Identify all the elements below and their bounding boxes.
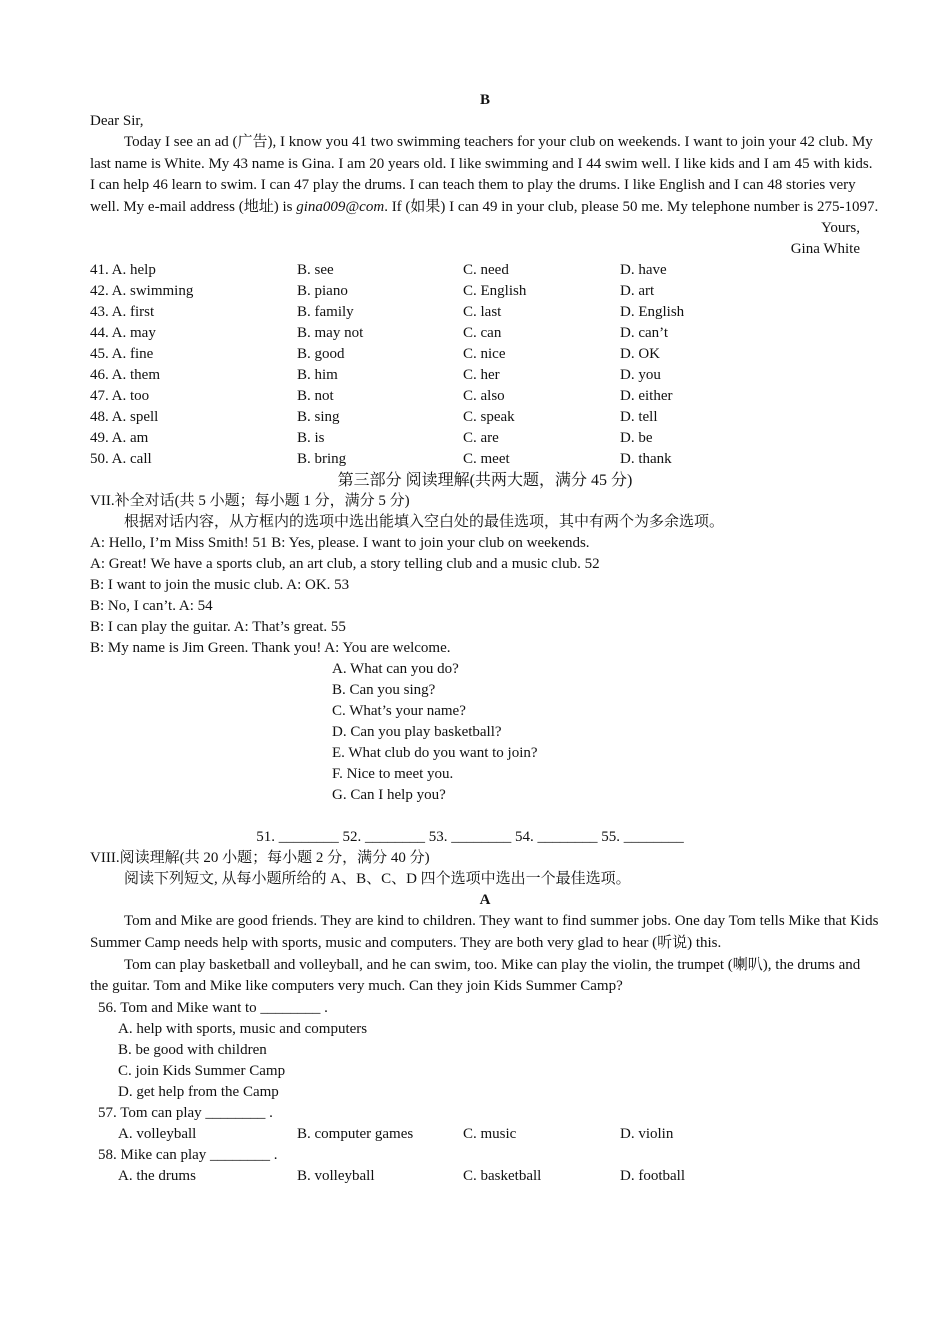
- question-57-stem: 57. Tom can play ________ .: [98, 1104, 273, 1121]
- dialog-line: B: I want to join the music club. A: OK. 53: [90, 577, 350, 594]
- option-b: B. him: [297, 367, 338, 384]
- letter-body-post: . If (如果) I can 49 in your club, please 50 me. My telephone number is 275-1097.: [384, 198, 879, 215]
- option-a: 46. A. them: [90, 367, 160, 384]
- option-d: D. either: [620, 388, 673, 405]
- option-c: C. last: [463, 304, 502, 321]
- cloze-option-row: [90, 365, 880, 386]
- question-56-option: C. join Kids Summer Camp: [118, 1062, 286, 1079]
- option-a: 44. A. may: [90, 325, 156, 342]
- choice-item: C. What’s your name?: [332, 703, 466, 720]
- dialog: [90, 533, 880, 659]
- dialog-line: A: Great! We have a sports club, an art club, a story telling club and a music club. 52: [90, 556, 600, 573]
- cloze-option-row: [90, 260, 880, 281]
- letter-closing: Yours,: [821, 220, 860, 237]
- cloze-option-row: [90, 449, 880, 470]
- option-d: D. tell: [620, 409, 658, 426]
- choice-item: D. Can you play basketball?: [332, 724, 502, 741]
- dialog-line: B: I can play the guitar. A: That’s great. 55: [90, 619, 346, 636]
- dialog-line: A: Hello, I’m Miss Smith! 51 B: Yes, please. I want to join your club on weekends.: [90, 535, 590, 552]
- option-a: 41. A. help: [90, 262, 156, 279]
- section-heading-b: B: [479, 92, 490, 108]
- question-56-option: B. be good with children: [118, 1041, 267, 1058]
- cloze-option-row: [90, 428, 880, 449]
- dialog-line: B: My name is Jim Green. Thank you! A: You are welcome.: [90, 640, 451, 657]
- option-d: D. English: [620, 304, 685, 321]
- email-address: gina009@com: [296, 198, 385, 215]
- option-b: B. computer games: [297, 1125, 414, 1142]
- cloze-option-row: [90, 407, 880, 428]
- section-seven-instruction: 根据对话内容，从方框内的选项中选出能填入空白处的最佳选项，其中有两个为多余选项。: [124, 514, 725, 531]
- passage-paragraph-2: Tom can play basketball and volleyball, and he can swim, too. Mike can play the violin, the trumpet (喇叭), the drums and the guitar. Tom and Mike like computers very much. Can they join Kids Summer Camp?: [90, 956, 861, 995]
- option-d: D. have: [620, 262, 667, 279]
- option-b: B. not: [297, 388, 334, 405]
- choice-item: B. Can you sing?: [332, 682, 436, 699]
- option-b: B. piano: [297, 283, 348, 300]
- option-c: C. English: [463, 283, 527, 300]
- passage-paragraph-1: Tom and Mike are good friends. They are kind to children. They want to find summer jobs. One day Tom tells Mike that Kids Summer Camp needs help with sports, music and computers. They are both very glad to hear (听说) this.: [90, 913, 879, 951]
- option-b: B. sing: [297, 409, 340, 426]
- cloze-option-row: [90, 281, 880, 302]
- dialog-line: B: No, I can’t. A: 54: [90, 598, 213, 615]
- option-a: 48. A. spell: [90, 409, 159, 426]
- option-b: B. good: [297, 346, 345, 363]
- option-c: C. her: [463, 367, 500, 384]
- answer-blanks: 51. ________ 52. ________ 53. ________ 54. ________ 55. ________: [256, 829, 684, 846]
- option-a: A. volleyball: [118, 1125, 197, 1142]
- question-57-options: [90, 1124, 880, 1145]
- option-c: C. music: [463, 1125, 517, 1142]
- cloze-option-row: [90, 386, 880, 407]
- option-b: B. see: [297, 262, 334, 279]
- passage-heading-a: A: [479, 892, 491, 909]
- letter-body-pre: Today I see an ad (广告), I know you 41 two swimming teachers for your club on weekends. I want to join your 42 club. My last name is White. My 43 name is Gina. I am 20 years old. I like swimming and I 44 swim well. I like kids and I am 45 with kids. I can help 46 learn to swim. I can 47 play the drums. I can teach them to play the drums. I like English and I can 48 stories very well. My e-mail address (地址) is: [90, 134, 873, 215]
- option-a: 42. A. swimming: [90, 283, 194, 300]
- option-c: C. can: [463, 325, 502, 342]
- option-d: D. art: [620, 283, 655, 300]
- option-d: D. you: [620, 367, 661, 384]
- option-a: 50. A. call: [90, 451, 152, 468]
- exam-page: [90, 90, 880, 1187]
- option-c: C. are: [463, 430, 499, 447]
- letter-greeting: Dear Sir,: [90, 113, 144, 129]
- option-d: D. thank: [620, 451, 672, 468]
- option-a: A. the drums: [118, 1167, 196, 1184]
- section-seven-title: VII.补全对话(共 5 小题；每小题 1 分，满分 5 分): [90, 493, 410, 510]
- option-c: C. nice: [463, 346, 506, 363]
- option-d: D. be: [620, 430, 653, 447]
- question-56-stem: 56. Tom and Mike want to ________ .: [98, 999, 328, 1016]
- question-58-options: [90, 1166, 880, 1187]
- question-58-stem: 58. Mike can play ________ .: [98, 1146, 278, 1163]
- option-b: B. volleyball: [297, 1167, 375, 1184]
- cloze-option-row: [90, 323, 880, 344]
- option-b: B. bring: [297, 451, 347, 468]
- letter-body: [90, 132, 880, 218]
- question-56-option: A. help with sports, music and computers: [118, 1020, 368, 1037]
- option-d: D. football: [620, 1167, 685, 1184]
- cloze-options-table: [90, 260, 880, 470]
- option-c: C. meet: [463, 451, 510, 468]
- question-56-option: D. get help from the Camp: [118, 1083, 279, 1100]
- spacer: [90, 806, 880, 827]
- section-eight-title: VIII.阅读理解(共 20 小题；每小题 2 分，满分 40 分): [90, 850, 430, 867]
- letter-signature: Gina White: [790, 241, 860, 258]
- option-c: C. also: [463, 388, 505, 405]
- choice-item: F. Nice to meet you.: [332, 766, 454, 783]
- dialog-choices: [90, 659, 880, 806]
- choice-item: A. What can you do?: [332, 661, 459, 678]
- option-d: D. OK: [620, 346, 660, 363]
- option-c: C. basketball: [463, 1167, 542, 1184]
- option-b: B. is: [297, 430, 325, 447]
- option-a: 43. A. first: [90, 304, 155, 321]
- option-c: C. need: [463, 262, 509, 279]
- option-a: 45. A. fine: [90, 346, 154, 363]
- option-b: B. may not: [297, 325, 364, 342]
- cloze-option-row: [90, 302, 880, 323]
- choice-item: G. Can I help you?: [332, 787, 446, 804]
- option-d: D. violin: [620, 1125, 674, 1142]
- choice-item: E. What club do you want to join?: [332, 745, 538, 762]
- part-three-title: 第三部分 阅读理解(共两大题，满分 45 分): [337, 472, 633, 490]
- section-eight-instruction: 阅读下列短文, 从每小题所给的 A、B、C、D 四个选项中选出一个最佳选项。: [124, 871, 631, 888]
- option-b: B. family: [297, 304, 354, 321]
- option-a: 49. A. am: [90, 430, 149, 447]
- option-d: D. can’t: [620, 325, 669, 342]
- cloze-option-row: [90, 344, 880, 365]
- option-a: 47. A. too: [90, 388, 150, 405]
- option-c: C. speak: [463, 409, 515, 426]
